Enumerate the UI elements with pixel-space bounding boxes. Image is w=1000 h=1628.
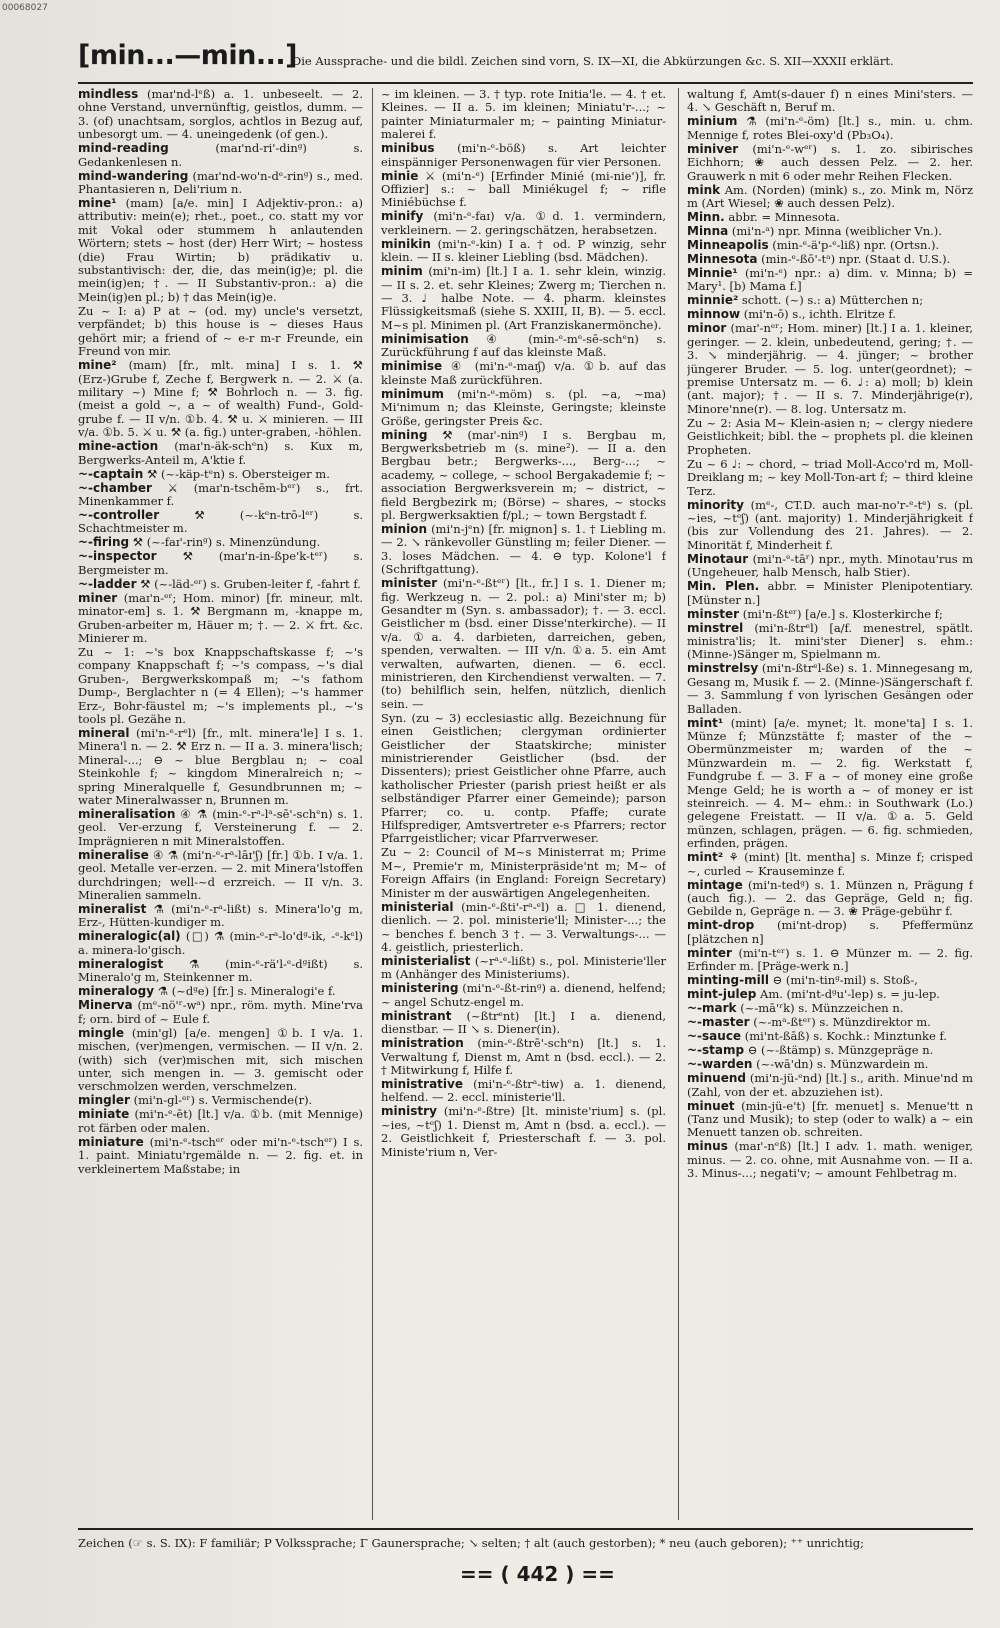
guide-words: [min...—min...] <box>78 40 297 71</box>
entry-headword: minify <box>381 209 424 224</box>
entry-text: (mi'n-ᵉ) npr.: a) dim. v. Minna; b) = Mary¹. [b) Mama f.] <box>687 266 973 294</box>
entry-text: (min-ᵉ-ßō'-tᵃ) npr. (Staat d. U.S.). <box>761 252 951 267</box>
entry-headword: ~-mark <box>687 1001 737 1016</box>
dictionary-entry <box>381 238 666 265</box>
dictionary-entry <box>381 333 666 360</box>
entry-text: (min-jü-e't) [fr. menuet] s. Menue'tt n (Tanz und Musik); to step (oder to walk) a ~ ein Menuett tanzen ob. schreiten. <box>687 1098 973 1140</box>
dictionary-entry <box>687 458 973 498</box>
entry-text: (mi'n-ᵉ-tāʳ) npr., myth. Minotau'rus m (Ungeheuer, halb Mensch, halb Stier). <box>687 551 973 580</box>
entry-headword: mint¹ <box>687 715 724 730</box>
entry-headword: ministrative <box>381 1076 463 1091</box>
dictionary-entry <box>78 727 363 807</box>
entry-text: (min'gl) [a/e. mengen] ①b. I v/a. 1. mischen, (ver)mengen, vermischen. — II v/n. 2. (with) sich (ver)mischen mit, sich mischen unter, sich mengen in. — 3. gemischt oder verschmolzen werden, verschmelzen. <box>78 1025 363 1094</box>
dictionary-entry <box>687 499 973 553</box>
entry-headword: mingler <box>78 1093 130 1108</box>
dictionary-entry <box>687 322 973 416</box>
entry-headword: mint² <box>687 850 724 865</box>
dictionary-entry <box>687 974 973 987</box>
entry-text: ⚒ (maɪ'-ninᵍ) I s. Bergbau m, Bergwerksbetrieb m (s. mine²). — II a. den Bergbau betr.; Bergwerks-..., Berg-...; ~ academy, ~ college, ~ school Bergakademie f; ~ association Bergwerksverein m; ~ district, ~ field Bergbezirk m; (Börse) ~ shares, ~ stocks pl. Bergwerksaktien f/pl.; ~ town Bergstadt f. <box>381 427 666 522</box>
dictionary-entry <box>78 440 363 467</box>
dictionary-entry <box>381 1105 666 1159</box>
dictionary-entry <box>687 88 973 115</box>
entry-headword: minium <box>687 114 738 129</box>
dictionary-entry <box>78 999 363 1026</box>
entry-headword: mine² <box>78 358 117 373</box>
entry-text: (mi'n-tedᵍ) s. 1. Münzen n, Prägung f (auch fig.). — 2. das Gepräge, Geld n; fig. Gebilde n, Gepräge n. — 3. ❀ Präge-gebühr f. <box>687 877 973 919</box>
entry-headword: mindless <box>78 88 139 101</box>
dictionary-entry <box>78 1136 363 1176</box>
dictionary-entry <box>78 509 363 536</box>
dictionary-entry <box>687 553 973 580</box>
entry-headword: mine¹ <box>78 196 117 211</box>
dictionary-entry <box>78 142 363 169</box>
entry-headword: miniver <box>687 141 739 156</box>
entry-headword: mineralisation <box>78 807 176 822</box>
entry-text: ⚒ (~-faɪ'-rinᵍ) s. Minenzündung. <box>132 535 321 550</box>
entry-text: ⚔ (maɪ'n-tschēm-bᵉʳ) s., frt. Minenkammer f. <box>78 480 363 508</box>
dictionary-entry <box>78 930 363 957</box>
column-3 <box>687 88 973 1520</box>
column-1 <box>78 88 363 1520</box>
entry-headword: minnow <box>687 307 741 322</box>
entry-headword: minimise <box>381 359 443 374</box>
dictionary-entry <box>687 211 973 224</box>
entry-text: (mi'n-ᵉ-böß) s. Art leichter einspänniger Personenwagen für vier Personen. <box>381 141 666 169</box>
dictionary-entry <box>381 170 666 210</box>
entry-headword: minority <box>687 497 744 512</box>
entry-text: ④ ⚗ (mi'n-ᵉ-rᵃ-lāɪ'ʃ) [fr.] ①b. I v/a. 1. geol. Metalle ver-erzen. — 2. mit Minera'lstoffen durchdringen; well-~d erzreich. — II v/n. 3. Mineralien sammeln. <box>78 847 363 903</box>
dictionary-entry <box>687 1030 973 1043</box>
entry-text: (mi'n-ᵉ-ßtrᵃ-tiw) a. 1. dienend, helfend. — 2. eccl. ministerie'll. <box>381 1076 666 1105</box>
dictionary-entry <box>381 429 666 523</box>
entry-headword: mingle <box>78 1025 125 1040</box>
entry-headword: ~-warden <box>687 1057 753 1072</box>
entry-headword: ~-chamber <box>78 480 152 495</box>
dictionary-entry <box>687 1002 973 1015</box>
entry-headword: ministrant <box>381 1008 452 1023</box>
entry-text: ⚔ (mi'n-ᵉ) [Erfinder Minié (mi-nie')], fr. Offizier] s.: ~ ball Miniékugel f; ~ rifle Miniébüchse f. <box>381 168 666 210</box>
dictionary-entry <box>687 1100 973 1140</box>
dictionary-entry <box>381 955 666 982</box>
dictionary-entry <box>687 143 973 183</box>
entry-text: (mi'nt-drop) s. Pfeffermünz [plätzchen n] <box>687 918 973 946</box>
dictionary-entry <box>687 580 973 607</box>
dictionary-entry <box>687 919 973 946</box>
entry-headword: minuet <box>687 1098 735 1113</box>
dictionary-entry <box>687 1140 973 1180</box>
header-note: Die Aussprache- und die bildl. Zeichen sind vorn, S. IX—XI, die Abkürzungen &c. S. XII—XXXII erklärt. <box>292 54 894 68</box>
entry-text: (maɪ'n-ᵉʳ; Hom. minor) [fr. mineur, mlt. minator-em] s. 1. ⚒ Bergmann m, -knappe m, Gruben-arbeiter m, Häuer m; †. — 2. ⚔ frt. &c. Minierer m. <box>78 590 363 645</box>
entry-text: ⚘ (mint) [lt. mentha] s. Minze f; crisped ~, curled ~ Krauseminze f. <box>687 850 973 878</box>
dictionary-entry <box>687 308 973 321</box>
entry-headword: ~-captain <box>78 466 144 481</box>
dictionary-entry <box>78 197 363 304</box>
entry-headword: Minna <box>687 224 729 239</box>
entry-text: (maɪ'-nᵉʳ; Hom. miner) [lt.] I a. 1. kleiner, geringer. — 2. klein, unbedeutend, gering; †. — 3. ↘ minderjährig. — 4. jünger; ~ brother jüngerer Bruder. — 5. log. unter(geordnet); ~ premise Untersatz m. — 6. ♩: a) moll; b) klein (ant. major); †. — II s. 7. Minderjährige(r), Minore'nne(r). — 8. log. Untersatz m. <box>687 321 973 416</box>
entry-headword: minor <box>687 321 727 336</box>
entry-text: (~-wā'dn) s. Münzwardein m. <box>756 1057 929 1072</box>
entry-headword: mink <box>687 182 721 197</box>
entry-text: Zu ~ 6 ♩: ~ chord, ~ triad Moll-Acco'rd m, Moll-Dreiklang m; ~ key Moll-Ton-art f; ~ third kleine Terz. <box>687 456 973 498</box>
entry-text: (mᵉ-nö'ʳ-wᵃ) npr., röm. myth. Mine'rva f; orn. bird of ~ Eule f. <box>78 998 363 1026</box>
page-header <box>78 40 973 84</box>
dictionary-entry <box>687 1044 973 1057</box>
dictionary-entry <box>381 846 666 900</box>
entry-headword: ~-master <box>687 1015 750 1030</box>
dictionary-entry <box>381 1078 666 1105</box>
dictionary-entry <box>381 360 666 387</box>
dictionary-entry <box>687 1072 973 1099</box>
dictionary-entry <box>78 592 363 646</box>
dictionary-entry <box>78 482 363 509</box>
entry-text: (mi'n-ᵉ-ßtre) [lt. ministe'rium] s. (pl. ~ies, ~tᵉʃ) 1. Dienst m, Amt n (bsd. a. eccl.). — 2. Geistlichkeit f, Priesterschaft f. — 3. pol. Ministe'rium n, Ver- <box>381 1104 666 1159</box>
dictionary-entry <box>687 417 973 457</box>
entry-headword: Minerva <box>78 998 133 1013</box>
entry-text: Am. (mi'nt-dᵍu'-lep) s. = ju-lep. <box>760 987 940 1002</box>
dictionary-entry <box>78 1094 363 1107</box>
entry-text: (mi'n-gl-ᵉʳ) s. Vermischende(r). <box>133 1093 313 1108</box>
entry-headword: ~-inspector <box>78 549 157 564</box>
entry-headword: minibus <box>381 141 435 156</box>
entry-headword: minstrel <box>687 620 744 635</box>
entry-headword: ~-firing <box>78 535 130 550</box>
entry-headword: minim <box>381 264 423 279</box>
dictionary-entry <box>381 388 666 428</box>
entry-headword: Minneapolis <box>687 238 769 253</box>
entry-text: (mint) [a/e. mynet; lt. mone'ta] I s. 1. Münze f; Münzstätte f; master of the ~ Obermünzmeister m; warden of the ~ Münzwardein m. — 2. fig. Werkstatt f, Fundgrube f. — 3. F a ~ of money eine große Menge Geld; he is worth a ~ of money er ist steinreich. — 4. M~ ehm.: in Southwark (Lo.) gelegene Freistatt. — II v/a. ①a. 5. Geld münzen, schlagen, prägen. — 6. fig. schmieden, erfinden, prägen. <box>687 715 973 851</box>
entry-text: (min-ᵉ-ßti'-rᵃ-ᵉl) a. □ 1. dienend, dienlich. — 2. pol. ministerie'll; Minister-...; the ~ benches f. bench 3 †. — 3. Verwaltungs-... — 4. geistlich, priesterlich. <box>381 899 666 954</box>
entry-headword: mining <box>381 427 428 442</box>
entry-text: ⚗ (~dᵍe) [fr.] s. Mineralogi'e f. <box>157 984 336 999</box>
dictionary-entry <box>687 622 973 662</box>
entry-text: (mi'n-ᵉ-tschᵉʳ oder mi'n-ᵉ-tschᵉʳ) I s. 1. paint. Miniatu'rgemälde n. — 2. fig. et. in verkleinertem Maßstabe; in <box>78 1134 363 1176</box>
entry-text: ⚒ (~-läd-ᵉʳ) s. Gruben-leiter f, -fahrt f. <box>140 576 361 591</box>
entry-text: (mi'n-ᵉ-rᵉl) [fr., mlt. minera'le] I s. 1. Minera'l n. — 2. ⚒ Erz n. — II a. 3. minera'lisch; Mineral-...; ⊖ ~ blue Bergblau n; ~ coal Steinkohle f; ~ kingdom Mineralreich n; ~ spring Mineralquelle f, Gesundbrunnen m; ~ water Mineralwasser n, Brunnen m. <box>78 726 363 808</box>
dictionary-entry <box>381 577 666 711</box>
dictionary-entry <box>78 849 363 903</box>
entry-headword: Minnie¹ <box>687 266 738 281</box>
dictionary-entry <box>381 210 666 237</box>
entry-text: (maɪ'nd-wo'n-dᵉ-rinᵍ) s., med. Phantasieren n, Deli'rium n. <box>78 168 363 197</box>
entry-headword: mind-reading <box>78 141 169 156</box>
entry-text: ⊖ (~-ßtämp) s. Münzgepräge n. <box>747 1043 934 1058</box>
dictionary-entry <box>78 170 363 197</box>
dictionary-entry <box>687 294 973 307</box>
entry-text: Zu ~ 2: Asia M~ Klein-asien n; ~ clergy niedere Geistlichkeit; bibl. the ~ prophets pl. die kleinen Propheten. <box>687 415 973 457</box>
entry-text: (mi'n-ō) s., ichth. Elritze f. <box>743 307 896 322</box>
entry-headword: minimisation <box>381 331 469 346</box>
dictionary-entry <box>381 523 666 577</box>
dictionary-entry <box>381 265 666 332</box>
entry-text: (mi'n-ᵉ-faɪ) v/a. ①d. 1. vermindern, verkleinern. — 2. geringschätzen, herabsetzen. <box>381 209 666 237</box>
entry-text: (mi'n-ᵉ-möm) s. (pl. ~a, ~ma) Mi'nimum n; das Kleinste, Geringste; kleinste Größe, geringster Preis &c. <box>381 386 666 428</box>
entry-text: (min-ᵉ-ä'p-ᵉ-liß) npr. (Ortsn.). <box>772 238 940 253</box>
dictionary-entry <box>78 578 363 591</box>
entry-text: (mi'n-jü-ᵉnd) [lt.] s., arith. Minue'nd m (Zahl, von der et. abzuziehen ist). <box>687 1071 973 1099</box>
entry-headword: ~-controller <box>78 507 160 522</box>
entry-headword: miniature <box>78 1134 144 1149</box>
dictionary-entry <box>381 901 666 955</box>
column-2 <box>381 88 666 1520</box>
dictionary-entry <box>78 1027 363 1094</box>
dictionary-entry <box>78 1108 363 1135</box>
page-footer <box>78 1528 973 1556</box>
entry-headword: ministry <box>381 1104 437 1119</box>
entry-text: (mi'n-ßtᵉʳ) [a/e.] s. Klosterkirche f; <box>742 606 943 621</box>
entry-text: (mi'n-ᵉ-ēt) [lt.] v/a. ①b. (mit Mennige) rot färben oder malen. <box>78 1107 363 1135</box>
entry-headword: miner <box>78 590 118 605</box>
entry-text: ⚗ (min-ᵉ-rä'l-ᵉ-dᵍißt) s. Mineralo'g m, Steinkenner m. <box>78 956 363 985</box>
entry-headword: Minn. <box>687 210 725 225</box>
entry-text: abbr. = Minnesota. <box>728 210 840 225</box>
entry-text: (mi'n-ᵉ-wᵉʳ) s. 1. zo. sibirisches Eichhorn; ❀ auch dessen Pelz. — 2. her. Grauwerk n mit 6 oder mehr Reihen Flecken. <box>687 141 973 183</box>
dictionary-entry <box>78 903 363 930</box>
symbol-legend: Zeichen (☞ s. S. IX): F familiär; P Volkssprache; Γ Gaunersprache; ↘ selten; † alt (auch gestorben); * neu (auch geboren); ⁺⁺ unrichtig; <box>78 1536 864 1550</box>
dictionary-entry <box>687 1058 973 1071</box>
entry-headword: mintage <box>687 877 743 892</box>
dictionary-entry <box>687 608 973 621</box>
entry-text: Am. (Norden) (mink) s., zo. Mink m, Nörz m (Art Wiesel; ❀ auch dessen Pelz). <box>687 182 973 211</box>
entry-headword: minus <box>687 1139 728 1154</box>
entry-text: Zu ~ I: a) P at ~ (od. my) uncle's versetzt, verpfändet; b) this house is ~ dieses Haus gehört mir; a friend of ~ e-r m-r Freunde, ein Freund von mir. <box>78 303 363 359</box>
entry-headword: minstrelsy <box>687 661 759 676</box>
entry-text: ⚒ (maɪ'n-in-ßpe'k-tᵉʳ) s. Bergmeister m. <box>78 549 363 577</box>
entry-text: (maɪ'-nᵉß) [lt.] I adv. 1. math. weniger, minus. — 2. co. ohne, mit Ausnahme von. — II a. 3. Minus-...; negati'v; ~ amount Fehlbetrag m. <box>687 1139 973 1181</box>
entry-headword: minie <box>381 168 419 183</box>
dictionary-entry <box>78 536 363 549</box>
entry-text: ⊖ (mi'n-tinᵍ-mil) s. Stoß-, <box>772 973 918 988</box>
dictionary-entry <box>687 717 973 851</box>
entry-headword: minimum <box>381 386 444 401</box>
dictionary-entry <box>381 1037 666 1077</box>
entry-text: ④ ⚗ (min-ᵉ-rᵃ-lᵃ-sē'-schᵉn) s. 1. geol. Ver-erzung f, Versteinerung f. — 2. Imprägnieren n mit Mineralstoffen. <box>78 807 363 848</box>
entry-headword: ~-ladder <box>78 576 137 591</box>
dictionary-entry <box>381 712 666 846</box>
entry-text: ~ im kleinen. — 3. † typ. rote Initia'le. — 4. † et. Kleines. — II a. 5. im kleinen; Miniatu'r-...; ~ painter Miniaturmaler m; ~ painting Miniatur-malerei f. <box>381 88 666 142</box>
dictionary-entry <box>687 253 973 266</box>
dictionary-entry <box>687 1016 973 1029</box>
page-number: == ( 442 ) == <box>460 1562 615 1586</box>
entry-headword: ministerial <box>381 899 454 914</box>
entry-headword: Min. Plen. <box>687 579 760 594</box>
dictionary-entry <box>687 184 973 211</box>
dictionary-entry <box>381 88 666 142</box>
entry-text: (mi'n-ᵉ-kin) I a. † od. P winzig, sehr klein. — II s. kleiner Liebling (bsd. Mädchen). <box>381 236 666 265</box>
entry-text: (min-ᵉ-ßtrē'-schᵉn) [lt.] s. 1. Verwaltung f, Dienst m, Amt n (bsd. eccl.). — 2. † Mitwirkung f, Hilfe f. <box>381 1036 666 1077</box>
entry-text: (maɪn) [fr., mlt. mina] I s. 1. ⚒ (Erz-)Grube f, Zeche f, Bergwerk n. — 2. ⚔ (a. military ~) Mine f; ⚒ Bohrloch n. — 3. fig. (meist a gold ~, a ~ of wealth) Fund-, Gold-grube f. — II v/n. ①b. 4. ⚒ u. ⚔ minieren. — III v/a. ①b. 5. ⚔ u. ⚒ (a. fig.) unter-graben, -höhlen. <box>78 358 363 440</box>
entry-text: (~-mᵃ-ßtᵉʳ) s. Münzdirektor m. <box>753 1015 931 1030</box>
entry-headword: minion <box>381 521 428 536</box>
dictionary-entry <box>687 879 973 919</box>
entry-text: ⚗ (mi'n-ᵉ-rᵃ-lißt) s. Minera'lo'g m, Erz-, Hütten-kundiger m. <box>78 902 363 930</box>
entry-headword: mineralogy <box>78 984 155 999</box>
entry-headword: mint-drop <box>687 918 755 933</box>
dictionary-columns <box>78 88 973 1520</box>
dictionary-entry <box>78 958 363 985</box>
entry-headword: miniate <box>78 1107 130 1122</box>
entry-text: schott. (~) s.: a) Mütterchen n; <box>741 293 924 308</box>
entry-text: ⚒ (~-käp-tᵉn) s. Obersteiger m. <box>146 466 330 481</box>
entry-text: ⚒ (~-kᵉn-trō-lᵉʳ) s. Schachtmeister m. <box>78 507 363 536</box>
entry-text: (mᵉ-, CT.D. auch maɪ-no'r-ᵉ-tᵉ) s. (pl. ~ies, ~tᵉʃ) (ant. majority) 1. Minderjährigkeit f (bis zur Vollendung des 21. Jahres). — 2. Minorität f, Minderheit f. <box>687 497 973 552</box>
entry-text: Syn. (zu ~ 3) ecclesiastic allg. Bezeichnung für einen Geistlichen; clergyman ordinierter Geistlicher der Staatskirche; minister ministrierender Geistlicher (bsd. der Dissenters); priest Geistlicher ohne Pfarre, auch katholischer Priester (parish priest heißt er als selbständiger Pfarrer einer Gemeinde); parson Pfarrer; co. u. contp. Pfaffe; curate Hilfsprediger, Amtsvertreter e-s Pfarrers; rector Pfarrgeistlicher; vicar Pfarrverweser. <box>381 710 666 846</box>
entry-text: (~rᵃ-ᵉ-lißt) s., pol. Ministerie'ller m (Anhänger des Ministeriums). <box>381 953 666 982</box>
dictionary-entry <box>78 359 363 439</box>
entry-text: ⚗ (mi'n-ᵉ-öm) [lt.] s., min. u. chm. Mennige f, rotes Blei-oxy'd (Pb₃O₄). <box>687 114 973 142</box>
entry-headword: mineral <box>78 726 130 740</box>
entry-headword: mine-action <box>78 439 159 454</box>
dictionary-entry <box>687 225 973 238</box>
entry-headword: minster <box>687 606 740 621</box>
entry-text: ④ (min-ᵉ-mᵉ-sē-schᵉn) s. Zurückführung f auf das kleinste Maß. <box>381 331 666 360</box>
entry-text: (~-mā'ʳk) s. Münzzeichen n. <box>740 1001 904 1016</box>
column-divider <box>678 88 679 1520</box>
entry-text: (~ßtrᵉnt) [lt.] I a. dienend, dienstbar. — II ↘ s. Diener(in). <box>381 1008 666 1037</box>
entry-text: (maɪn) [a/e. min] I Adjektiv-pron.: a) attributiv: mein(e); rhet., poet., co. statt my vor mit Vokal oder stummem h anlautenden Wörtern; stets ~ host (der) Herr Wirt; ~ hostess (die) Frau Wirtin; b) prädikativ u. substantivisch: der, die, das mein(ig)e; pl. die mein(ig)en; †. — II Substantiv-pron.: a) die Mein(ig)en pl.; b) † das Mein(ig)e. <box>78 196 363 304</box>
entry-headword: Minnesota <box>687 252 758 267</box>
dictionary-entry <box>78 88 363 142</box>
entry-text: waltung f, Amt(s-dauer f) n eines Mini'sters. — 4. ↘ Geschäft n, Beruf m. <box>687 88 973 115</box>
dictionary-entry <box>78 468 363 481</box>
entry-headword: ministration <box>381 1036 464 1051</box>
entry-text: (mi'n-im) [lt.] I a. 1. sehr klein, winzig. — II s. 2. et. sehr Kleines; Zwerg m; Tierchen n. — 3. ♩ halbe Note. — 4. pharm. kleinstes Flüssigkeitsmaß (siehe S. XXIII, II, B). — 5. eccl. M~s pl. Minimen pl. (Art Franziskanermönche). <box>381 264 666 332</box>
entry-headword: mineralise <box>78 847 149 862</box>
entry-text: (mi'n-jᵉn) [fr. mignon] s. 1. † Liebling m. — 2. ↘ ränkevoller Günstling m; feiler Diener. — 3. loses Mädchen. — 4. ⊖ typ. Kolone'l f (Schriftgattung). <box>381 521 666 577</box>
scan-id: 00068027 <box>2 3 48 13</box>
entry-headword: mineralogist <box>78 956 164 971</box>
dictionary-entry <box>78 985 363 998</box>
entry-text: abbr. = Minister Plenipotentiary. [Münster n.] <box>687 579 973 607</box>
entry-text: (mi'n-ᵉ-ßtᵉʳ) [lt., fr.] I s. 1. Diener m; fig. Werkzeug n. — 2. pol.: a) Mini'ster m; b) Gesandter m (Syn. s. ambassador); †. — 3. eccl. Geistlicher m (bsd. einer Disse'nterkirche). — II v/a. ①a. 4. darbieten, darreichen, geben, spenden, verwalten. — III v/n. ①a. 5. ein Amt verwalten, aufwarten, dienen. — 6. eccl. ministrieren, den Kirchendienst verwalten. — 7. (to) behilflich sein, helfen, nützlich, dienlich sein. — <box>381 576 666 711</box>
entry-headword: mint-julep <box>687 987 757 1002</box>
entry-headword: ~-sauce <box>687 1029 742 1044</box>
entry-text: (mi'n-ßtrᵉl-ße) s. 1. Minnegesang m, Gesang m, Musik f. — 2. (Minne-)Sängerschaft f. — 3. Sammlung f von lyrischen Gesängen oder Balladen. <box>687 661 973 716</box>
entry-headword: ministerialist <box>381 953 471 968</box>
entry-text: (mi'nt-ßāß) s. Kochk.: Minztunke f. <box>744 1029 947 1044</box>
dictionary-entry <box>381 142 666 169</box>
entry-headword: ~-stamp <box>687 1043 745 1058</box>
dictionary-entry <box>687 947 973 974</box>
column-divider <box>372 88 373 1520</box>
entry-headword: minter <box>687 945 732 960</box>
entry-headword: minuend <box>687 1071 746 1086</box>
dictionary-entry <box>78 646 363 726</box>
entry-text: Zu ~ 1: ~'s box Knappschaftskasse f; ~'s company Knappschaft f; ~'s compass, ~'s dial Gruben-, Bergwerkskompaß m; ~'s fathom Dump-, Berglachter n (= 4 Ellen); ~'s hammer Erz-, Bohr-fäustel m; ~'s implements pl., ~'s tools pl. Gezähe n. <box>78 644 363 726</box>
dictionary-entry <box>687 115 973 142</box>
entry-headword: mineralogic(al) <box>78 929 181 944</box>
entry-headword: minting-mill <box>687 973 769 988</box>
dictionary-entry <box>381 1010 666 1037</box>
entry-headword: minikin <box>381 236 431 251</box>
entry-text: (□) ⚗ (min-ᵉ-rᵃ-lo'dᵍ-ik, -ᵉ-kᵉl) a. minera-lo'gisch. <box>78 929 363 957</box>
entry-text: (maɪ'nd-lᵉß) a. 1. unbeseelt. — 2. ohne Verstand, unvernünftig, geistlos, dumm. — 3. (of) unachtsam, sorglos, achtlos in Bezug auf, unbesorgt um. — 4. uneingedenk (of gen.). <box>78 88 363 142</box>
entry-headword: minister <box>381 576 438 591</box>
dictionary-entry <box>687 239 973 252</box>
entry-headword: ministering <box>381 981 459 996</box>
dictionary-entry <box>78 808 363 848</box>
dictionary-entry <box>381 982 666 1009</box>
entry-text: (maɪ'n-äk-schᵉn) s. Kux m, Bergwerks-Anteil m, A'ktie f. <box>78 439 363 467</box>
entry-text: (mi'n-ᵃ) npr. Minna (weiblicher Vn.). <box>731 224 942 239</box>
entry-headword: Minotaur <box>687 551 749 566</box>
entry-text: Zu ~ 2: Council of M~s Ministerrat m; Prime M~, Premie'r m, Ministerpräside'nt m; M~ of Foreign Affairs (in England: Foreign Secretary) Minister m der auswärtigen Angelegenheiten. <box>381 845 666 900</box>
entry-text: (mi'n-tᵉʳ) s. 1. ⊖ Münzer m. — 2. fig. Erfinder m. [Präge-werk n.] <box>687 945 973 974</box>
entry-headword: minnie² <box>687 293 739 308</box>
entry-text: (maɪ'nd-ri'-dinᵍ) s. Gedankenlesen n. <box>78 141 363 169</box>
entry-text: (mi'n-ᵉ-ßt-rinᵍ) a. dienend, helfend; ~ angel Schutz-engel m. <box>381 981 666 1009</box>
entry-text: (mi'n-ßtrᵉl) [a/f. menestrel, spätlt. ministra'lis; lt. mini'ster Diener] s. ehm.: (Minne-)Sänger m, Spielmann m. <box>687 620 973 662</box>
entry-headword: mineralist <box>78 902 147 917</box>
dictionary-entry <box>78 550 363 577</box>
dictionary-entry <box>687 267 973 294</box>
entry-text: ④ (mi'n-ᵉ-maɪʃ) v/a. ①b. auf das kleinste Maß zurückführen. <box>381 359 666 387</box>
dictionary-entry <box>687 988 973 1001</box>
dictionary-entry <box>78 305 363 359</box>
entry-headword: mind-wandering <box>78 168 189 183</box>
dictionary-entry <box>687 851 973 878</box>
dictionary-entry <box>687 662 973 716</box>
